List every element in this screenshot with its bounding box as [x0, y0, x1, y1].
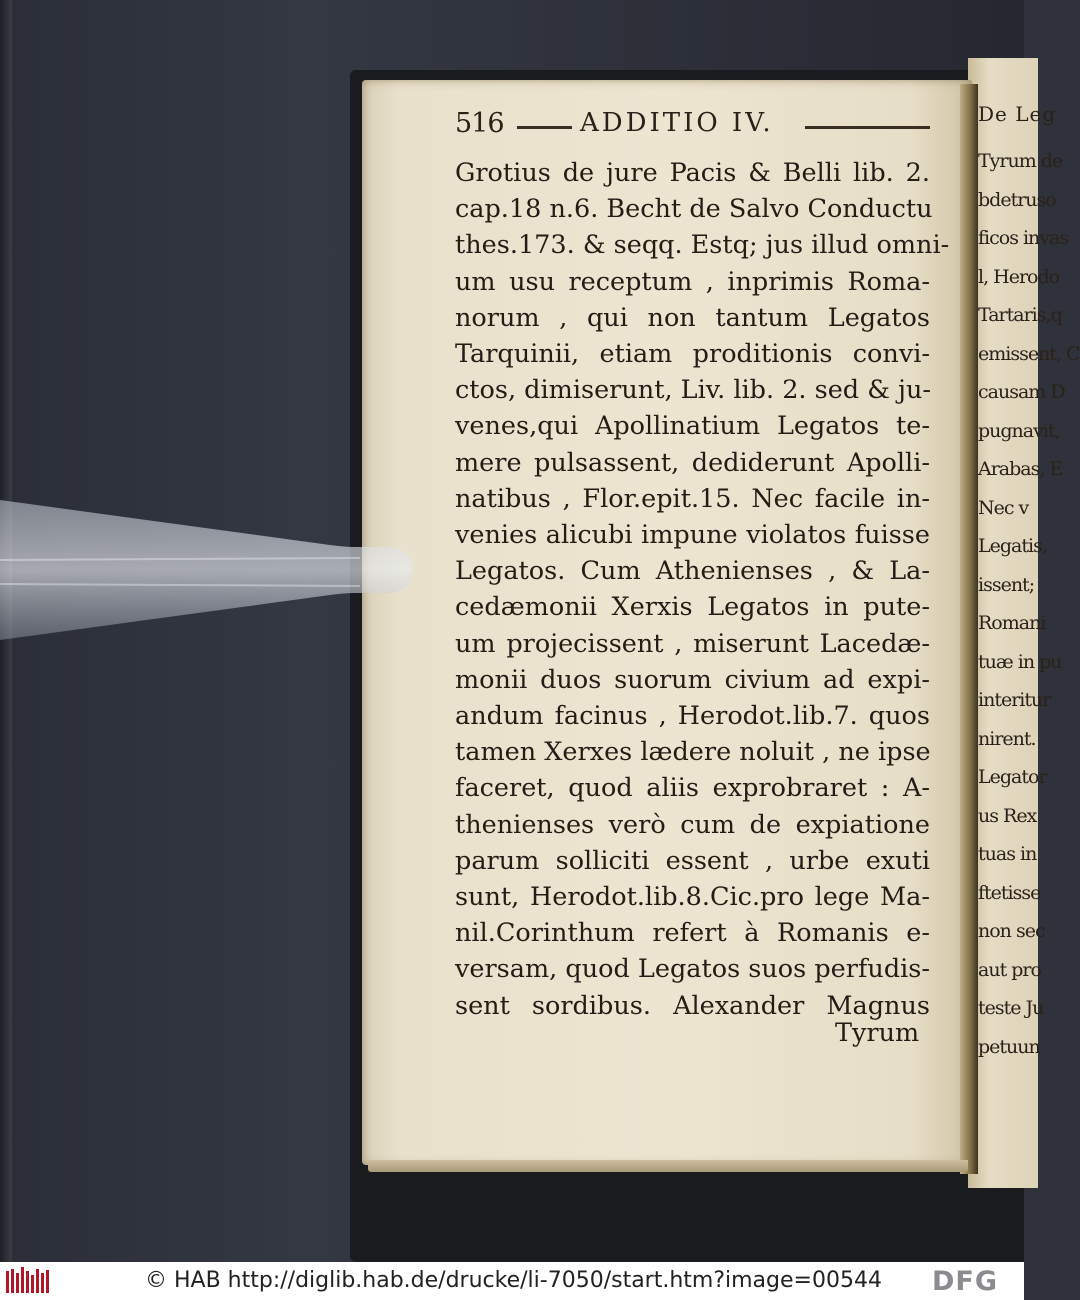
text-line: ctos, dimiserunt, Liv. lib. 2. sed & ju-: [455, 375, 931, 406]
footer-bar: [0, 1262, 1024, 1300]
text-line: cap.18 n.6. Becht de Salvo Conductu: [455, 194, 933, 225]
text-line: um usu receptum , inprimis Roma-: [455, 266, 930, 297]
page-gutter: [960, 84, 978, 1174]
text-line: tamen Xerxes lædere noluit , ne ipse: [455, 737, 931, 768]
facing-page-line: ftetisse: [978, 881, 1041, 904]
facing-page-line: nirent.: [978, 727, 1036, 750]
page-edge: [368, 1160, 968, 1172]
facing-page-line: non sec: [978, 920, 1045, 942]
page-holder-spatula: [0, 500, 410, 640]
facing-page-line: aut pro: [978, 958, 1041, 981]
facing-page-line: issent;: [978, 573, 1035, 596]
facing-page-line: pugnavit,: [978, 419, 1060, 442]
facing-page-line: tuas in: [978, 843, 1037, 865]
facing-page-line: petuun: [978, 1035, 1040, 1058]
text-line: nil.Corinthum refert à Romanis e-: [455, 918, 930, 949]
page-number: 516: [455, 108, 504, 139]
facing-page-line: teste Ju: [978, 997, 1044, 1019]
head-rule-right: [805, 126, 930, 129]
facing-page-line: causam D: [978, 381, 1065, 403]
facing-page-line: us Rex: [978, 804, 1037, 827]
text-line: thenienses verò cum de expiatione: [455, 809, 930, 840]
facing-page-line: tuæ in pu: [978, 650, 1062, 673]
text-line: monii duos suorum civium ad expi-: [455, 664, 930, 695]
text-line: parum solliciti essent , urbe exuti: [455, 845, 930, 876]
facing-page: [968, 58, 1080, 1188]
facing-page-line: bdetruso: [978, 188, 1056, 211]
hab-logo-icon: [6, 1267, 50, 1295]
facing-page-line: ficos invas: [978, 227, 1069, 249]
facing-page-line: Arabas, E: [978, 458, 1063, 480]
dfg-logo: DFG: [932, 1266, 999, 1297]
catchword: Tyrum: [835, 1018, 920, 1048]
facing-page-head: De Leg: [978, 102, 1057, 126]
facing-page-line: l, Herodo: [978, 265, 1060, 288]
facing-page-line: emissent, C: [978, 342, 1080, 365]
running-head: [455, 108, 935, 144]
running-head-title: ADDITIO IV.: [580, 108, 774, 138]
text-line: sunt, Herodot.lib.8.Cic.pro lege Ma-: [455, 882, 930, 912]
facing-page-line: Tartaris,q: [978, 304, 1062, 326]
text-line: mere pulsassent, dediderunt Apolli-: [455, 447, 930, 478]
text-line: Tarquinii, etiam proditionis convi-: [455, 339, 930, 369]
text-line: norum , qui non tantum Legatos: [455, 302, 930, 333]
facing-page-line: Nec v: [978, 496, 1029, 519]
text-line: Legatos. Cum Athenienses , & La-: [455, 556, 930, 587]
text-line: andum facinus , Herodot.lib.7. quos: [455, 701, 930, 731]
facing-page-line: Romani: [978, 612, 1046, 634]
facing-page-line: interitur: [978, 689, 1051, 711]
facing-page-line: Legator: [978, 766, 1047, 788]
text-line: Grotius de jure Pacis & Belli lib. 2.: [455, 158, 930, 188]
text-line: faceret, quod aliis exprobraret : A-: [455, 773, 930, 804]
text-line: venes,qui Apollinatium Legatos te-: [455, 411, 930, 442]
text-line: cedæmonii Xerxis Legatos in pute-: [455, 592, 930, 623]
text-line: thes.173. & seqq. Estq; jus illud omni-: [455, 230, 950, 261]
text-line: natibus , Flor.epit.15. Nec facile in-: [455, 483, 930, 514]
facing-page-line: Legatis,: [978, 535, 1047, 557]
copyright-url[interactable]: © HAB http://diglib.hab.de/drucke/li-7050/start.htm?image=00544: [145, 1268, 882, 1293]
text-line: venies alicubi impune violatos fuisse: [455, 520, 930, 550]
text-line: um projecissent , miserunt Lacedæ-: [455, 628, 930, 659]
text-line: sent sordibus. Alexander Magnus: [455, 990, 930, 1021]
head-rule-left: [517, 126, 572, 129]
facing-page-line: Tyrum de: [978, 150, 1063, 172]
text-line: versam, quod Legatos suos perfudis-: [455, 954, 930, 985]
